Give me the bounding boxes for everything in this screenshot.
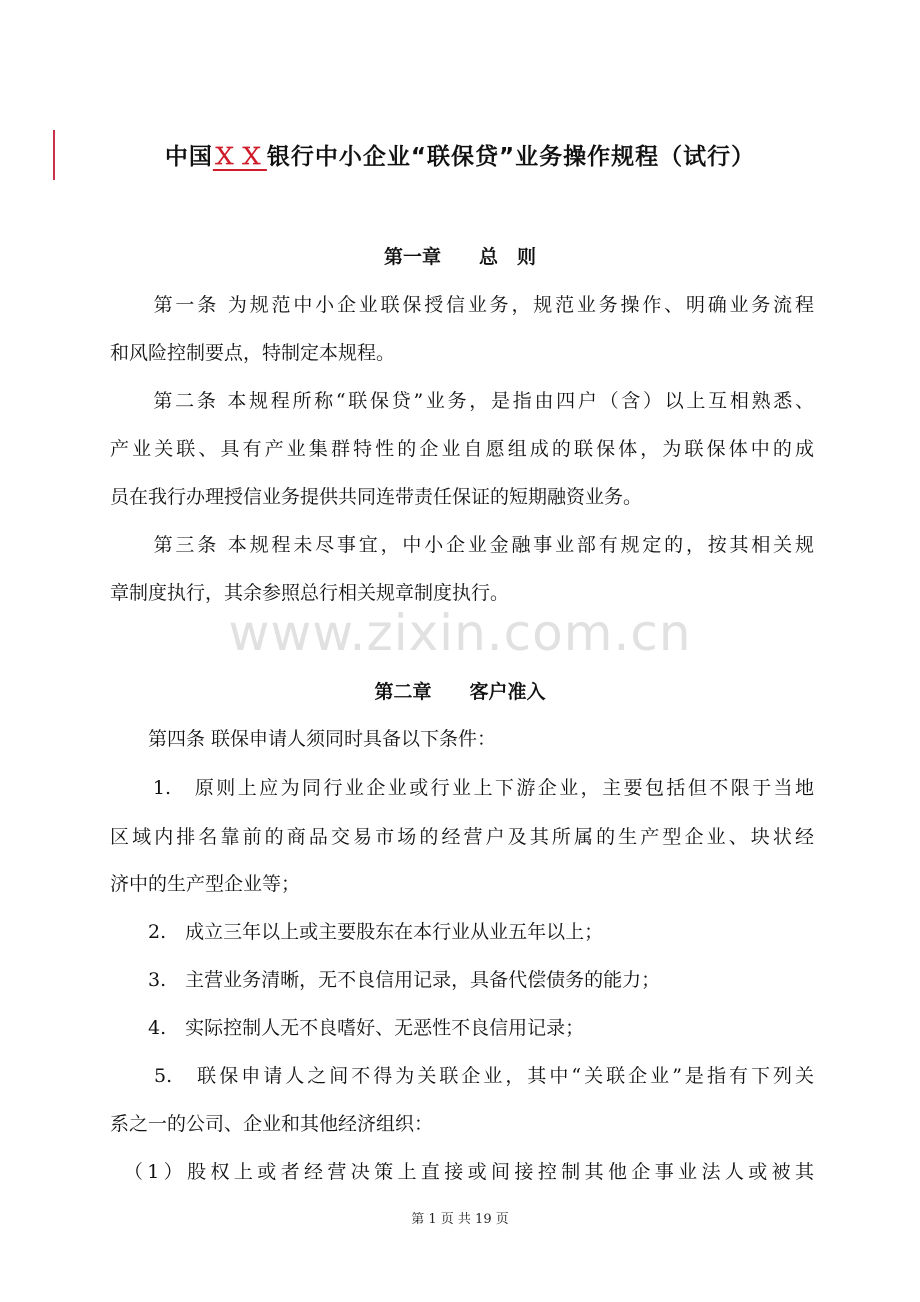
chapter-1-heading: 第一章 总 则 [383,246,536,268]
watermark: www.zixin.com.cn [228,604,692,662]
paragraph-line: 章制度执行，其余参照总行相关规章制度执行。 [110,582,510,604]
list-item-line: 5. 联保申请人之间不得为关联企业，其中“关联企业”是指有下列关 [110,1065,814,1087]
list-item-line: 3. 主营业务清晰，无不良信用记录，具备代偿债务的能力； [110,969,661,991]
document-title [0,138,920,171]
page-footer: 第 1 页 共 19 页 [411,1212,509,1227]
title-suffix: 银行中小企业“联保贷”业务操作规程（试行） [266,144,756,170]
paragraph-line: 员在我行办理授信业务提供共同连带责任保证的短期融资业务。 [110,486,643,508]
list-item-line: 4. 实际控制人无不良嗜好、无恶性不良信用记录； [110,1017,585,1039]
list-item-line: 区域内排名靠前的商品交易市场的经营户及其所属的生产型企业、块状经 [110,826,814,848]
list-item-line: 济中的生产型企业等； [110,873,301,895]
list-item-line: 1. 原则上应为同行业企业或行业上下游企业，主要包括但不限于当地 [110,777,814,799]
title-placeholder-xx: ＸＸ [212,144,267,170]
paragraph-line: 第四条 联保申请人须同时具备以下条件： [110,728,497,750]
paragraph-line: 第三条 本规程未尽事宜，中小企业金融事业部有规定的，按其相关规 [110,534,814,556]
chapter-2-heading: 第二章 客户准入 [374,681,546,703]
list-item-line: 系之一的公司、企业和其他经济组织： [110,1113,434,1135]
list-item-line: （1）股权上或者经营决策上直接或间接控制其他企事业法人或被其 [110,1161,814,1183]
paragraph-line: 产业关联、具有产业集群特性的企业自愿组成的联保体，为联保体中的成 [110,438,814,460]
list-item-line: 2. 成立三年以上或主要股东在本行业从业五年以上； [110,921,604,943]
paragraph-line: 第一条 为规范中小企业联保授信业务，规范业务操作、明确业务流程 [110,294,814,316]
paragraph-line: 第二条 本规程所称“联保贷”业务，是指由四户（含）以上互相熟悉、 [110,390,814,412]
title-prefix: 中国 [164,144,213,170]
paragraph-line: 和风险控制要点，特制定本规程。 [110,342,396,364]
